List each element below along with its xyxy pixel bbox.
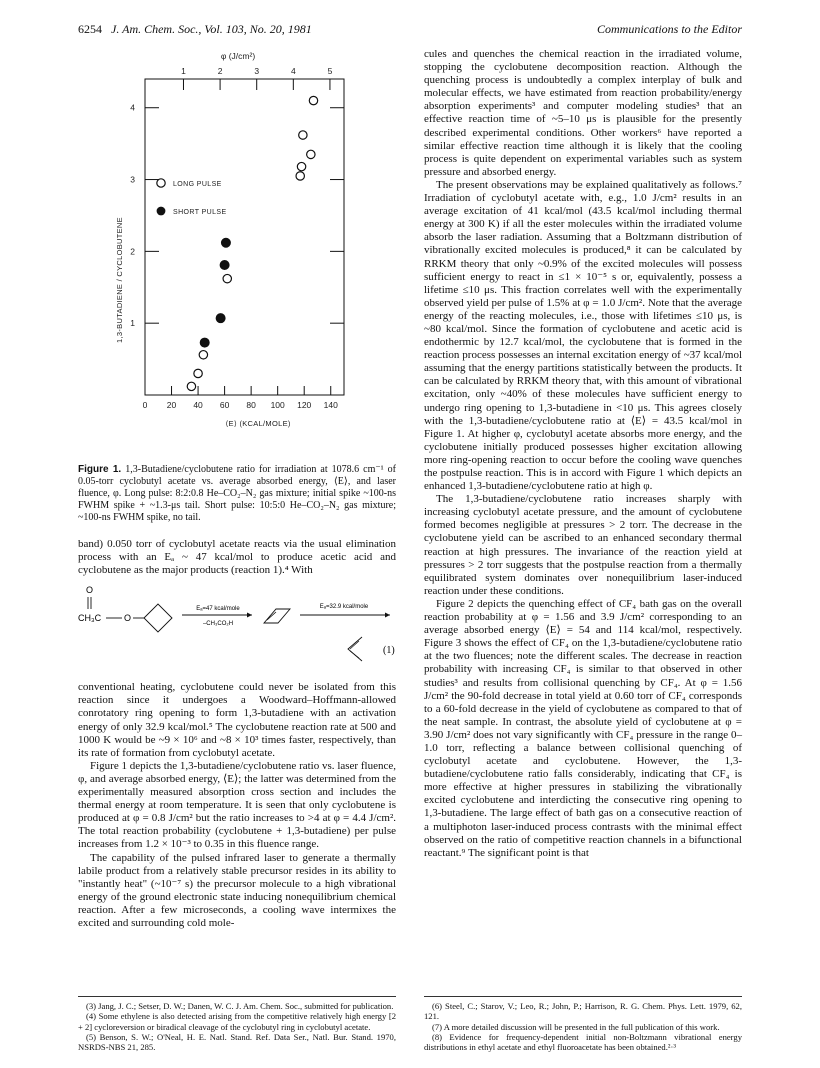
acetyl-group: CH₃C	[78, 613, 102, 624]
ester-oxygen: O	[124, 613, 132, 624]
long-pulse-point	[199, 351, 207, 359]
section-title: Communications to the Editor	[597, 22, 742, 36]
x-tick-label: 140	[323, 400, 338, 410]
short-pulse-point	[222, 238, 231, 247]
axis-ticks	[130, 66, 344, 410]
long-pulse-point	[223, 274, 231, 282]
y-tick-label: 2	[130, 246, 135, 257]
x-tick-label: 80	[246, 400, 256, 410]
long-pulse-point	[307, 150, 315, 158]
right-column	[424, 48, 742, 860]
legend-short-label: SHORT PULSE	[173, 209, 227, 216]
caption-label: Figure 1.	[78, 464, 122, 475]
arrow1-bottom-label: –CH₃CO₂H	[202, 621, 234, 628]
left-column	[78, 48, 396, 930]
paragraph: The 1,3-butadiene/cyclobutene ratio increases sharply with increasing cyclobutyl acetate pressure, and the amount of cyclobutene formed becomes negligible at pressures > 2 torr. The decrease in the cyclobutene yield can be ascribed to an enhanced secondary thermal reaction at high pressures. The invariance of the reaction yield at pressures > 2 torr suggests that the postpulse reaction from a thermally equilibrated system dominates over nonequilibrium laser-induced reaction under these conditions.	[424, 493, 742, 597]
paragraph: Figure 2 depicts the quenching effect of CF₄ bath gas on the overall reaction probability at φ = 1.56 and 3.9 J/cm² corresponding to an average absorbed energy ⟨E⟩ = 54 and 114 kcal/mol, respectively. Figure 3 shows the effect of CF₄ on the 1,3-butadiene/cyclobutene ratio at the two fluences; note the different scales. The decrease in reaction probability with increasing CF₄ is similar to that observed in other studies³ and results from collisional quenching by CF₄. At φ = 1.56 J/cm² the 90-fold decrease in total yield at 0.60 torr of CF₄ corresponds to a 60-fold decrease in the yield of cyclobutene as compared to that of the neat sample. In contrast, the absolute yield of cyclobutene at φ = 3.90 J/cm² does not vary significantly with CF₄ pressure in the range 0–1.0 torr, reflecting a balance between collisional quenching of cyclobutyl acetate and cyclobutene. However, the 1,3-butadiene/cyclobutene ratio falls considerably, indicating that CF₄ is more effective at higher pressures in stabilizing the vibrationally excited cyclobutene and interdicting the consecutive ring opening to 1,3-butadiene. The large effect of bath gas on a consecutive reaction of a multiphoton laser-induced process contrasts with the minimal effect observed on the ratio of competitive reaction channels in a bifunctional reactant.⁹ The significant point is that	[424, 597, 742, 859]
figure-1-plot	[78, 48, 396, 458]
x-tick-label: 40	[193, 400, 203, 410]
paragraph: The capability of the pulsed infrared laser to generate a thermally labile product from a relatively stable precursor resides in its ability to "instantly heat" (~10⁻⁷ s) the precursor molecule to a high vibrational energy of the ground electronic state inducing nonequilibrium chemical reaction. After a few microseconds, a cooling wave intermixes the excited and surrounding cold mole-	[78, 851, 396, 929]
paragraph: The present observations may be explained qualitatively as follows.⁷ Irradiation of cyclobutyl acetate with, e.g., 1.0 J/cm² results in an average excitation of 41 kcal/mol (43.5 kcal/mol including thermal energy at 300 K) if all the ester molecules within the irradiated volume absorb the laser radiation. Assuming that a Boltzmann distribution of vibrationally excited molecules is produced,⁸ it can be calculated by RRKM theory that only ~0.9% of the excited molecules will possess sufficient energy to react in ≤1 × 10⁻⁵ s or, equivalently, possess a lifetime ≤10 μs. This fraction correlates well with the experimentally observed yield per pulse of 1.5% at φ = 1.0 J/cm². Note that the average energy of the reacting molecules, i.e., those with lifetimes ≤10 μs, is ~80 kcal/mol. Since the formation of cyclobutene and acetic acid is endothermic by 12.7 kcal/mol, the cyclobutene that is formed in the reaction process possesses an internal excitation energy of ~37 kcal/mol assuming that the energy partitions statistically between the products. It can be calculated by RRKM theory that, with this amount of vibrational excitation, only ~40% of these molecules have sufficient energy to undergo ring opening to 1,3-butadiene in <10 μs. This agrees closely with the 1,3-butadiene/cyclobutene ratio at ⟨E⟩ = 43.5 kcal/mol in Figure 1. At higher φ, cyclobutyl acetate absorbs more energy, and the cyclobutene initially produced possesses higher excitation allowing more ring-opening reaction to occur before the cooling wave quenches the postpulse reaction. This is in accord with Figure 1 which depicts an enhanced 1,3-butadiene/cyclobutene ratio at high φ.	[424, 178, 742, 493]
cyclobutene-ring	[264, 609, 290, 623]
journal-citation: J. Am. Chem. Soc., Vol. 103, No. 20, 1981	[111, 22, 312, 36]
reaction-scheme-drawing	[78, 581, 396, 675]
legend-long-marker	[157, 179, 165, 187]
y-tick-label: 1	[130, 318, 135, 329]
x-tick-label: 20	[166, 400, 177, 410]
paragraph: conventional heating, cyclobutene could never be isolated from this reaction since it undergoes a Woodward–Hoffmann-allowed conrotatory ring opening to form 1,3-butadiene with an activation energy of only 32.9 kcal/mol.⁵ The cyclobutene reaction rate at 500 and 1000 K would be ~9 × 10⁶ and ~8 × 10³ times faster, respectively, than its rate of formation from cyclobutyl acetate.	[78, 681, 396, 759]
x-tick-label: 100	[270, 400, 285, 410]
butadiene-db1	[350, 641, 359, 649]
reaction-scheme-1	[78, 581, 396, 675]
figure-1-caption	[78, 464, 396, 524]
paragraph: cules and quenches the chemical reaction in the irradiated volume, stopping the cyclobutene decomposition reaction. Although the quenching process is undoubtedly a complex interplay of bulk and molecular effects, we have estimated from reaction probability/energy absorption experiments³ and computer modeling studies³ that an effective reaction time of ~5–10 μs is plausible for the presently described experimental conditions. Other workers⁶ have reported a similar effective reaction time although it is likely that the cooling process is quite dependent on experimental variables such as system pressure and absorbed energy.	[424, 48, 742, 178]
y-tick-label: 3	[130, 174, 135, 185]
footnote: (6) Steel, C.; Starov, V.; Leo, R.; John, P.; Harrison, R. G. Chem. Phys. Lett. 1979, 62, 121.	[424, 1001, 742, 1022]
top-tick-label: 5	[327, 66, 333, 76]
footnote: (4) Some ethylene is also detected arising from the competitive relatively high energy [2 + 2] cycloreversion or biradical cleavage of the cyclobutyl ring in cyclobutyl acetate.	[78, 1011, 396, 1032]
footnote: (8) Evidence for frequency-dependent initial non-Boltzmann vibrational energy distributions in ethyl acetate and ethyl fluoroacetate has been obtained.²·³	[424, 1031, 742, 1053]
page-number: 6254	[78, 22, 102, 36]
legend-short-marker	[157, 207, 166, 216]
short-pulse-point	[216, 314, 225, 323]
long-pulse-point	[296, 172, 304, 180]
paragraph: Figure 1 depicts the 1,3-butadiene/cyclobutene ratio vs. laser fluence, φ, and average absorbed energy, ⟨E⟩; the latter was determined from the experimentally measured absorption cross section and includes the thermal energy at room temperature. It is seen that only cyclobutene is produced at φ = 0.8 J/cm² but the ratio increases to >4 at φ = 4.4 J/cm². The total reaction probability (cyclobutene + 1,3-butadiene) per pulse increases from 1.2 × 10⁻³ to 0.35 in this fluence range.	[78, 759, 396, 851]
long-pulse-point	[297, 162, 305, 170]
figure-1	[78, 48, 396, 458]
x-axis-label: ⟨E⟩ (KCAL/MOLE)	[225, 419, 291, 428]
footnote: (3) Jang, J. C.; Setser, D. W.; Danen, W. C. J. Am. Chem. Soc., submitted for publication.	[86, 1001, 394, 1011]
long-pulse-point	[309, 96, 317, 104]
top-tick-label: 1	[181, 66, 186, 76]
footnote: (5) Benson, S. W.; O'Neal, H. E. Natl. Stand. Ref. Data Ser., Natl. Bur. Stand. 1970, NSRDS-NBS 21, 285.	[78, 1031, 396, 1053]
footnotes-right	[424, 996, 742, 1052]
x-tick-label: 120	[297, 400, 312, 410]
butadiene-db2	[350, 651, 359, 658]
top-axis-label: φ (J/cm²)	[220, 51, 256, 61]
running-head	[78, 22, 742, 38]
arrow2-top-label: Eₐ=32.9 kcal/mole	[319, 604, 369, 611]
short-pulse-point	[220, 261, 229, 270]
arrow2-head	[385, 613, 390, 618]
top-tick-label: 4	[290, 66, 296, 76]
top-tick-label: 2	[217, 66, 223, 76]
footnotes-left	[78, 996, 396, 1052]
arrow1-head	[247, 613, 252, 618]
top-tick-label: 3	[254, 66, 260, 76]
data-marks	[187, 96, 317, 390]
arrow1-top-label: Eₐ=47 kcal/mole	[196, 606, 240, 613]
y-tick-label: 4	[130, 102, 135, 113]
cyclobutyl-ring	[144, 604, 172, 632]
long-pulse-point	[194, 369, 202, 377]
plot-frame	[145, 79, 344, 395]
footnote: (7) A more detailed discussion will be presented in the full publication of this work.	[432, 1021, 720, 1032]
long-pulse-point	[299, 131, 307, 139]
long-pulse-point	[187, 382, 195, 390]
y-axis-label: 1,3-BUTADIENE / CYCLOBUTENE	[115, 217, 124, 343]
x-tick-label: 60	[219, 400, 230, 410]
paragraph: band) 0.050 torr of cyclobutyl acetate reacts via the usual elimination process with an Eₐ ~ 47 kcal/mol to produce acetic acid and cyclobutene as the major products (reaction 1).⁴ With	[78, 538, 396, 577]
legend-long-label: LONG PULSE	[173, 181, 222, 188]
running-head-left	[78, 22, 312, 37]
equation-number: (1)	[383, 645, 395, 657]
caption-text: 1,3-Butadiene/cyclobutene ratio for irradiation at 1078.6 cm⁻¹ of 0.05-torr cyclobutyl acetate vs. average absorbed energy, ⟨E⟩, and laser fluence, φ. Long pulse: 8:2:0.8 He–CO₂–N₂ gas mixture; initial spike ~100-ns FWHM spike + ~1.3-μs tail. Short pulse: 10:5:0 He–CO₂–N₂ gas mixture; ~100-ns FWHM spike, no tail.	[78, 464, 397, 523]
short-pulse-point	[200, 338, 209, 347]
cyclobutene-double-bond	[267, 612, 276, 620]
x-tick-label: 0	[142, 400, 148, 410]
carbonyl-oxygen: O	[86, 585, 94, 596]
